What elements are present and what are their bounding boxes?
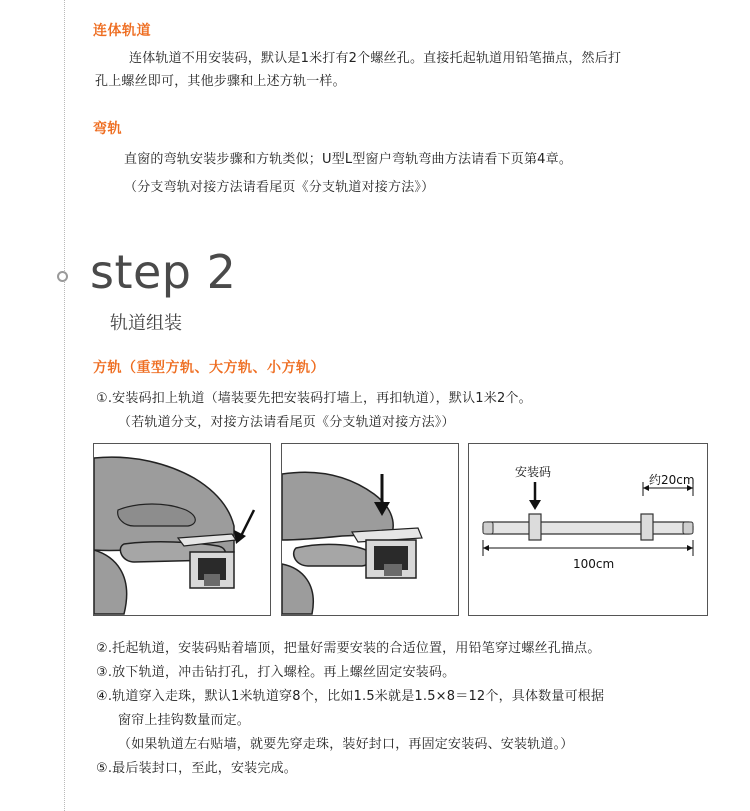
rail-dimension-diagram [469, 444, 707, 615]
fanggui-step4-note: （如果轨道左右贴墙，就要先穿走珠，装好封口，再固定安装码、安装轨道。） [118, 737, 574, 752]
illustration-panel-rail-diagram [468, 443, 708, 616]
label-spacing: 约20cm [649, 473, 695, 487]
fanggui-step1-note: （若轨道分支，对接方法请看尾页《分支轨道对接方法》） [118, 415, 455, 430]
label-bracket: 安装码 [515, 465, 552, 479]
illustration-panel-clip [93, 443, 271, 616]
hand-clip-illustration [94, 444, 270, 615]
fanggui-step1: ①.安装码扣上轨道（墙装要先把安装码打墙上，再扣轨道），默认1米2个。 [96, 391, 532, 406]
timeline-dot [57, 271, 68, 282]
fanggui-step3: ③.放下轨道，冲击钻打孔，打入螺栓。再上螺丝固定安装码。 [96, 665, 456, 680]
label-length: 100cm [573, 557, 615, 571]
illustration-panel-press [281, 443, 459, 616]
fanggui-step4-line2: 窗帘上挂钩数量而定。 [118, 713, 251, 728]
step-heading: step 2 [90, 245, 237, 299]
section-title-lianti: 连体轨道 [93, 23, 151, 39]
fanggui-step2: ②.托起轨道，安装码贴着墙顶，把量好需要安装的合适位置，用铅笔穿过螺丝孔描点。 [96, 641, 601, 656]
section-title-fanggui: 方轨（重型方轨、大方轨、小方轨） [93, 360, 325, 376]
hand-press-illustration [282, 444, 458, 615]
fanggui-step4-line1: ④.轨道穿入走珠，默认1米轨道穿8个，比如1.5米就是1.5×8＝12个，具体数量可根据 [96, 689, 605, 704]
wangui-text-line1: 直窗的弯轨安装步骤和方轨类似；U型L型窗户弯轨弯曲方法请看下页第4章。 [124, 152, 573, 167]
step-subtitle: 轨道组装 [110, 313, 182, 334]
fanggui-step5: ⑤.最后装封口，至此，安装完成。 [96, 761, 297, 776]
section-title-wangui: 弯轨 [93, 121, 122, 137]
timeline-line [64, 0, 65, 811]
lianti-text-line1: 连体轨道不用安装码，默认是1米打有2个螺丝孔。直接托起轨道用铅笔描点，然后打 [129, 51, 622, 66]
lianti-text-line2: 孔上螺丝即可，其他步骤和上述方轨一样。 [95, 74, 346, 89]
wangui-text-line2: （分支弯轨对接方法请看尾页《分支轨道对接方法》） [124, 180, 435, 195]
